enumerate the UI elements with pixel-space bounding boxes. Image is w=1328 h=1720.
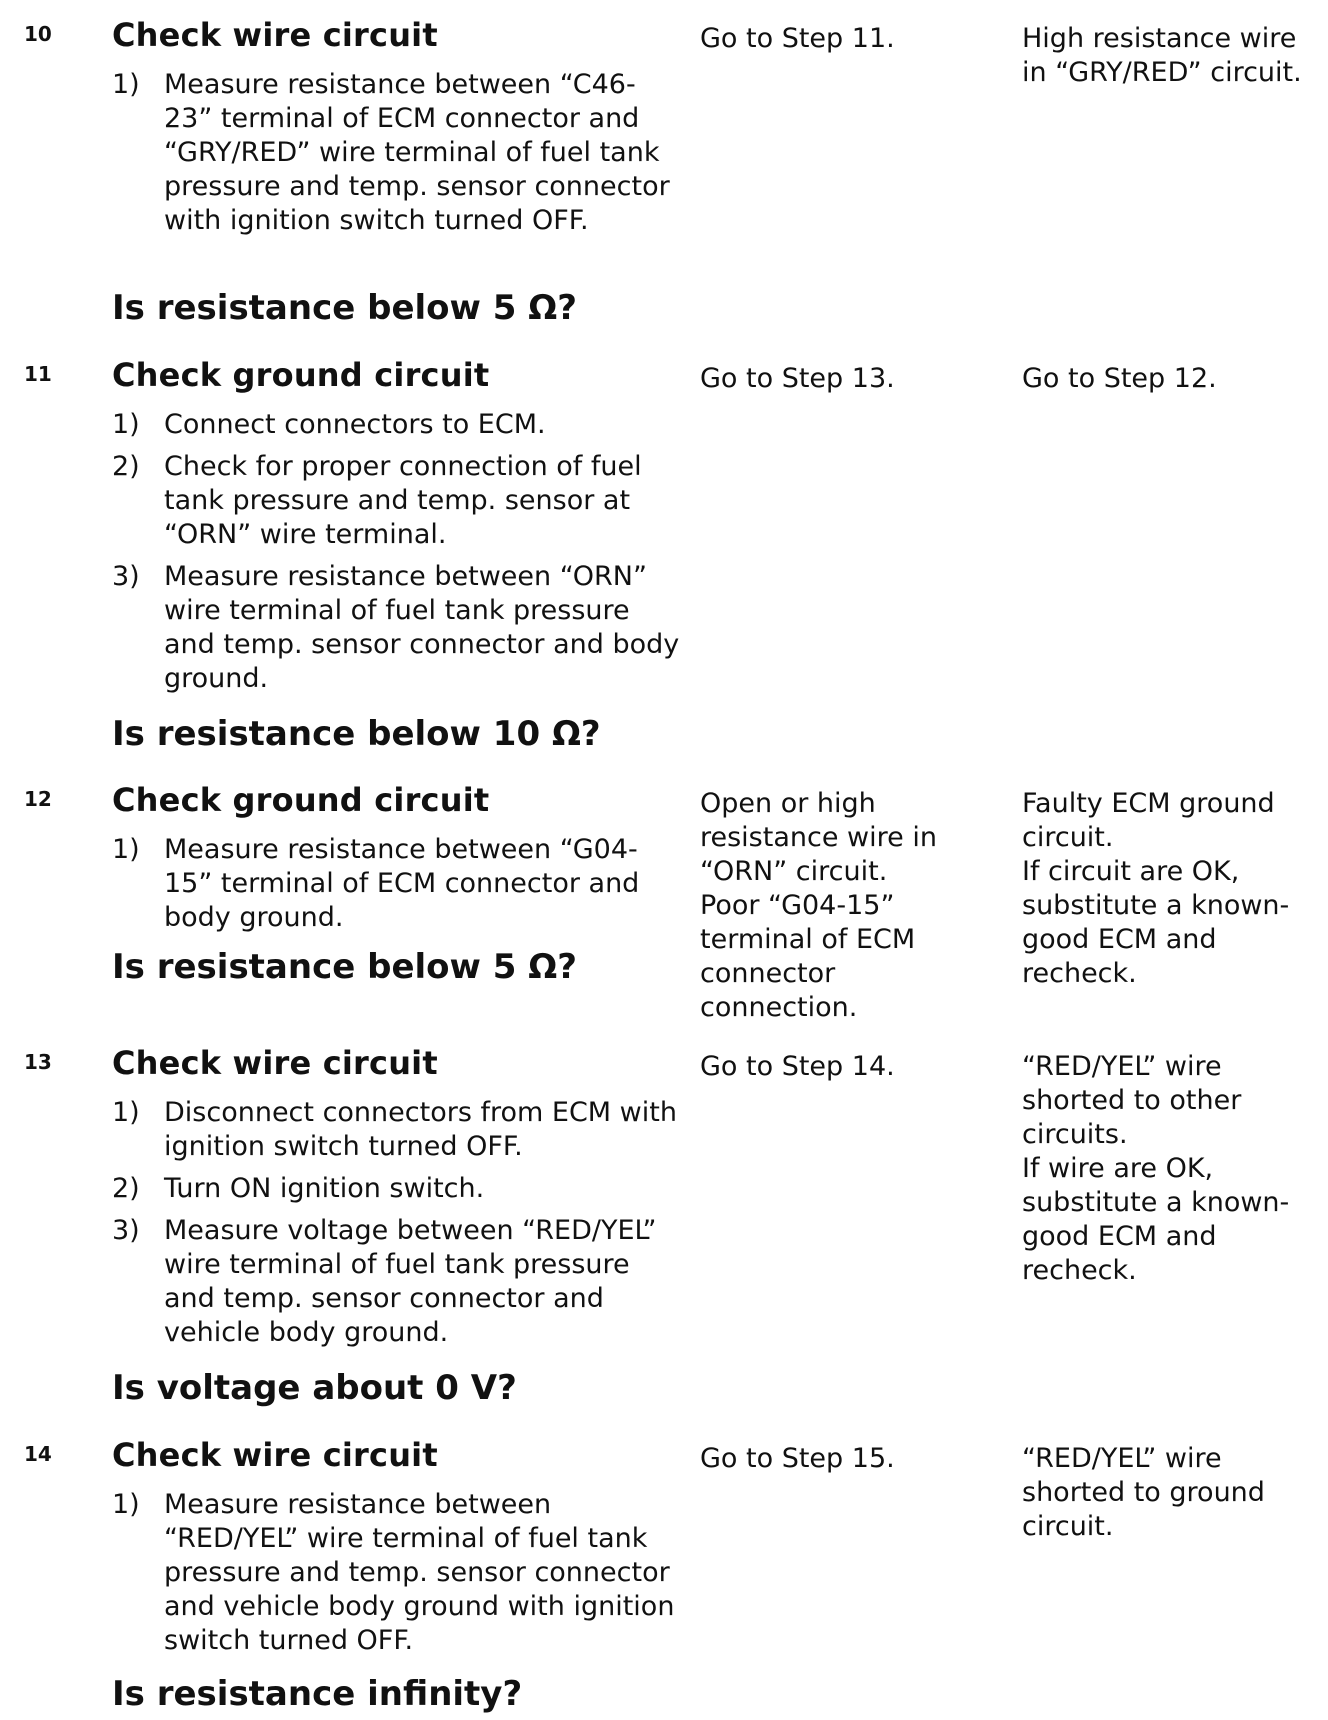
yes-result: Go to Step 15. [700,1443,895,1474]
step-number: 11 [24,362,52,386]
step-item [112,1172,682,1206]
item-number: 1) [112,1489,140,1520]
step-item [112,560,682,696]
item-number: 1) [112,1097,140,1128]
step-number: 10 [24,22,52,46]
step-item [112,450,682,552]
step-number: 12 [24,787,52,811]
step-items [112,833,682,943]
step-items [112,68,682,246]
step-number: 14 [24,1442,52,1466]
item-text: Measure resistance between “G04-15” terminal of ECM connector and body ground. [164,834,640,933]
item-text: Measure resistance between “RED/YEL” wire terminal of fuel tank pressure and temp. sensor connector and vehicle body ground with ignition switch turned OFF. [164,1489,675,1656]
no-result: Go to Step 12. [1022,363,1217,394]
item-number: 3) [112,561,140,592]
no-result: “RED/YEL” wire shorted to other circuits. If wire are OK, substitute a known-good ECM and recheck. [1022,1051,1290,1286]
yes-result: Go to Step 14. [700,1051,895,1082]
yes-result: Go to Step 11. [700,23,895,54]
item-number: 2) [112,451,140,482]
step-items [112,1096,682,1358]
no-result: High resistance wire in “GRY/RED” circuit. [1022,23,1302,88]
step-title: Check ground circuit [112,356,490,394]
item-text: Check for proper connection of fuel tank pressure and temp. sensor at “ORN” wire terminal. [164,451,642,550]
step-title: Check wire circuit [112,16,438,54]
step-item [112,408,682,442]
step-item [112,1214,682,1350]
item-text: Turn ON ignition switch. [164,1173,485,1204]
step-title: Check wire circuit [112,1044,438,1082]
step-question: Is resistance below 5 Ω? [112,288,577,328]
step-item [112,1488,682,1658]
item-number: 1) [112,69,140,100]
step-item [112,68,682,238]
step-question: Is voltage about 0 V? [112,1368,517,1408]
item-text: Measure voltage between “RED/YEL” wire terminal of fuel tank pressure and temp. sensor connector and vehicle body ground. [164,1215,657,1348]
item-number: 1) [112,409,140,440]
step-question: Is resistance below 5 Ω? [112,947,577,987]
item-number: 2) [112,1173,140,1204]
step-question: Is resistance below 10 Ω? [112,714,601,754]
item-text: Connect connectors to ECM. [164,409,546,440]
step-question: Is resistance infinity? [112,1674,523,1714]
step-items [112,408,682,704]
item-number: 3) [112,1215,140,1246]
step-title: Check ground circuit [112,781,490,819]
step-items [112,1488,682,1666]
yes-result: Open or high resistance wire in “ORN” circuit. Poor “G04-15” terminal of ECM connector connection. [700,788,937,1023]
item-number: 1) [112,834,140,865]
step-item [112,1096,682,1164]
step-item [112,833,682,935]
item-text: Measure resistance between “C46-23” terminal of ECM connector and “GRY/RED” wire terminal of fuel tank pressure and temp. sensor connector with ignition switch turned OFF. [164,69,670,236]
item-text: Measure resistance between “ORN” wire terminal of fuel tank pressure and temp. sensor connector and body ground. [164,561,680,694]
step-title: Check wire circuit [112,1436,438,1474]
no-result: “RED/YEL” wire shorted to ground circuit. [1022,1443,1265,1542]
step-number: 13 [24,1050,52,1074]
yes-result: Go to Step 13. [700,363,895,394]
no-result: Faulty ECM ground circuit. If circuit are OK, substitute a known-good ECM and recheck. [1022,788,1290,989]
item-text: Disconnect connectors from ECM with ignition switch turned OFF. [164,1097,677,1162]
